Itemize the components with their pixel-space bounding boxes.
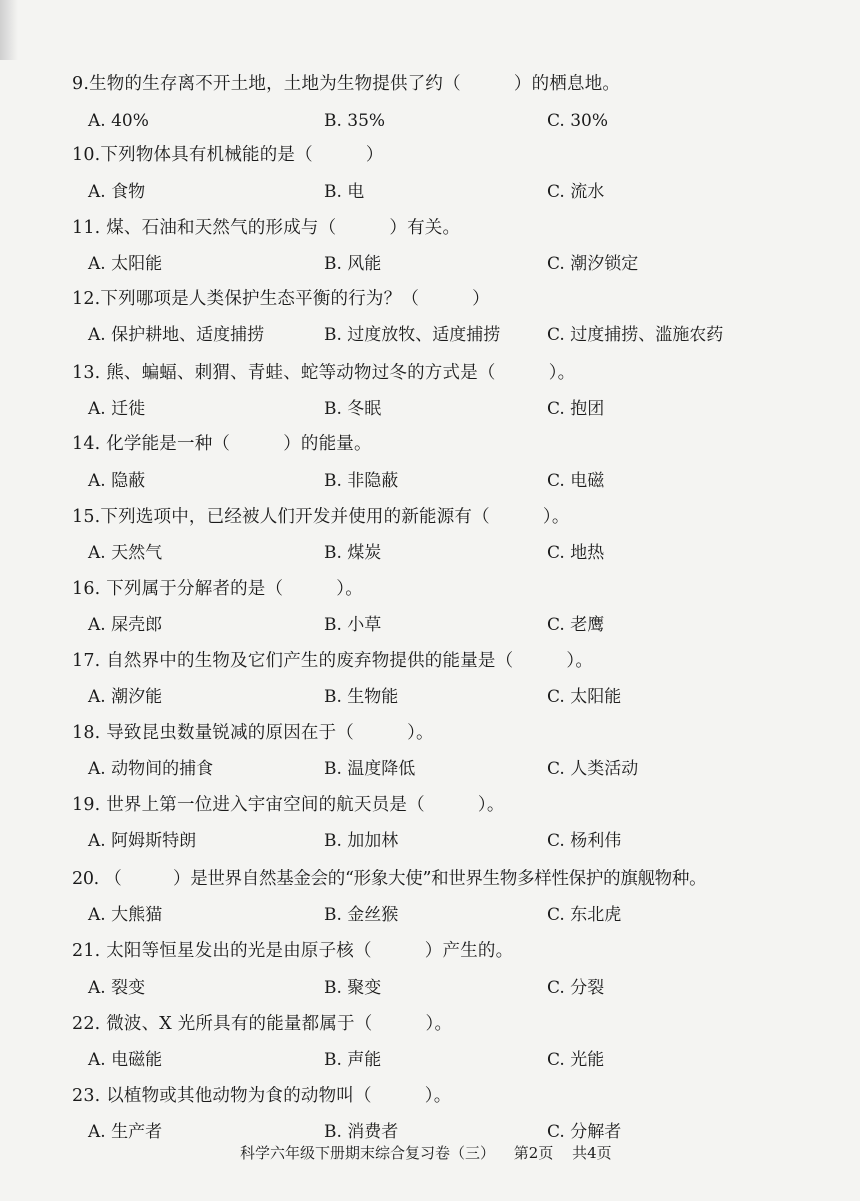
options-18 [88, 757, 818, 781]
options-14 [88, 469, 818, 493]
question-22: 22. 微波、X 光所具有的能量都属于（ ）。 [72, 1014, 453, 1034]
option-b: B. 风能 [324, 254, 382, 274]
option-c: C. 太阳能 [547, 687, 622, 707]
option-c: C. 地热 [547, 543, 605, 563]
question-12: 12.下列哪项是人类保护生态平衡的行为？（ ） [72, 289, 490, 309]
option-b: B. 非隐蔽 [324, 471, 399, 491]
option-b: B. 过度放牧、适度捕捞 [324, 325, 501, 345]
option-a: A. 保护耕地、适度捕捞 [88, 325, 265, 345]
question-18: 18. 导致昆虫数量锐减的原因在于（ ）。 [72, 723, 434, 743]
question-11: 11. 煤、石油和天然气的形成与（ ）有关。 [72, 218, 461, 238]
option-a: A. 迁徙 [88, 399, 146, 419]
option-a: A. 电磁能 [88, 1050, 163, 1070]
option-a: A. 食物 [88, 182, 146, 202]
options-17 [88, 685, 818, 709]
page-footer [240, 1143, 660, 1163]
question-17: 17. 自然界中的生物及它们产生的废弃物提供的能量是（ ）。 [72, 651, 594, 671]
question-9: 9.生物的生存离不开土地，土地为生物提供了约（ ）的栖息地。 [72, 74, 621, 94]
question-19: 19. 世界上第一位进入宇宙空间的航天员是（ ）。 [72, 795, 505, 815]
page-number: 第2页 [513, 1144, 554, 1162]
question-13: 13. 熊、蝙蝠、刺猬、青蛙、蛇等动物过冬的方式是（ ）。 [72, 363, 576, 383]
option-c: C. 抱团 [547, 399, 605, 419]
options-20 [88, 903, 818, 927]
option-a: A. 40% [88, 111, 149, 131]
option-a: A. 潮汐能 [88, 687, 163, 707]
option-c: C. 过度捕捞、滥施农药 [547, 325, 724, 345]
option-c: C. 杨利伟 [547, 831, 622, 851]
option-c: C. 潮汐锁定 [547, 254, 639, 274]
options-11 [88, 252, 818, 276]
option-a: A. 生产者 [88, 1122, 163, 1142]
options-21 [88, 976, 818, 1000]
option-a: A. 大熊猫 [88, 905, 163, 925]
option-b: B. 电 [324, 182, 365, 202]
question-10: 10.下列物体具有机械能的是（ ） [72, 145, 384, 165]
option-a: A. 阿姆斯特朗 [88, 831, 197, 851]
option-c: C. 老鹰 [547, 615, 605, 635]
option-a: A. 动物间的捕食 [88, 759, 214, 779]
option-c: C. 分解者 [547, 1122, 622, 1142]
options-16 [88, 613, 818, 637]
option-a: A. 裂变 [88, 978, 146, 998]
options-13 [88, 397, 818, 421]
option-c: C. 东北虎 [547, 905, 622, 925]
question-16: 16. 下列属于分解者的是（ ）。 [72, 579, 363, 599]
option-b: B. 冬眠 [324, 399, 382, 419]
option-c: C. 人类活动 [547, 759, 639, 779]
option-c: C. 分裂 [547, 978, 605, 998]
page-total: 共4页 [572, 1144, 612, 1162]
option-b: B. 消费者 [324, 1122, 399, 1142]
option-b: B. 加加林 [324, 831, 399, 851]
options-9 [88, 109, 818, 133]
option-a: A. 天然气 [88, 543, 163, 563]
option-a: A. 屎壳郎 [88, 615, 163, 635]
option-b: B. 35% [324, 111, 386, 131]
question-15: 15.下列选项中，已经被人们开发并使用的新能源有（ ）。 [72, 507, 570, 527]
question-23: 23. 以植物或其他动物为食的动物叫（ ）。 [72, 1086, 452, 1106]
option-b: B. 煤炭 [324, 543, 382, 563]
question-14: 14. 化学能是一种（ ）的能量。 [72, 434, 372, 454]
options-19 [88, 829, 818, 853]
question-20: 20. （ ）是世界自然基金会的“形象大使”和世界生物多样性保护的旗舰物种。 [72, 869, 707, 889]
option-a: A. 隐蔽 [88, 471, 146, 491]
option-a: A. 太阳能 [88, 254, 163, 274]
option-b: B. 小草 [324, 615, 382, 635]
options-12 [88, 323, 818, 347]
option-b: B. 聚变 [324, 978, 382, 998]
option-c: C. 电磁 [547, 471, 605, 491]
option-b: B. 声能 [324, 1050, 382, 1070]
option-c: C. 30% [547, 111, 608, 131]
option-b: B. 生物能 [324, 687, 399, 707]
option-c: C. 流水 [547, 182, 605, 202]
option-b: B. 温度降低 [324, 759, 416, 779]
question-21: 21. 太阳等恒星发出的光是由原子核（ ）产生的。 [72, 941, 514, 961]
exam-title: 科学六年级下册期末综合复习卷（三） [240, 1144, 496, 1162]
option-b: B. 金丝猴 [324, 905, 399, 925]
option-c: C. 光能 [547, 1050, 605, 1070]
options-22 [88, 1048, 818, 1072]
options-23 [88, 1120, 818, 1144]
options-10 [88, 180, 818, 204]
options-15 [88, 541, 818, 565]
